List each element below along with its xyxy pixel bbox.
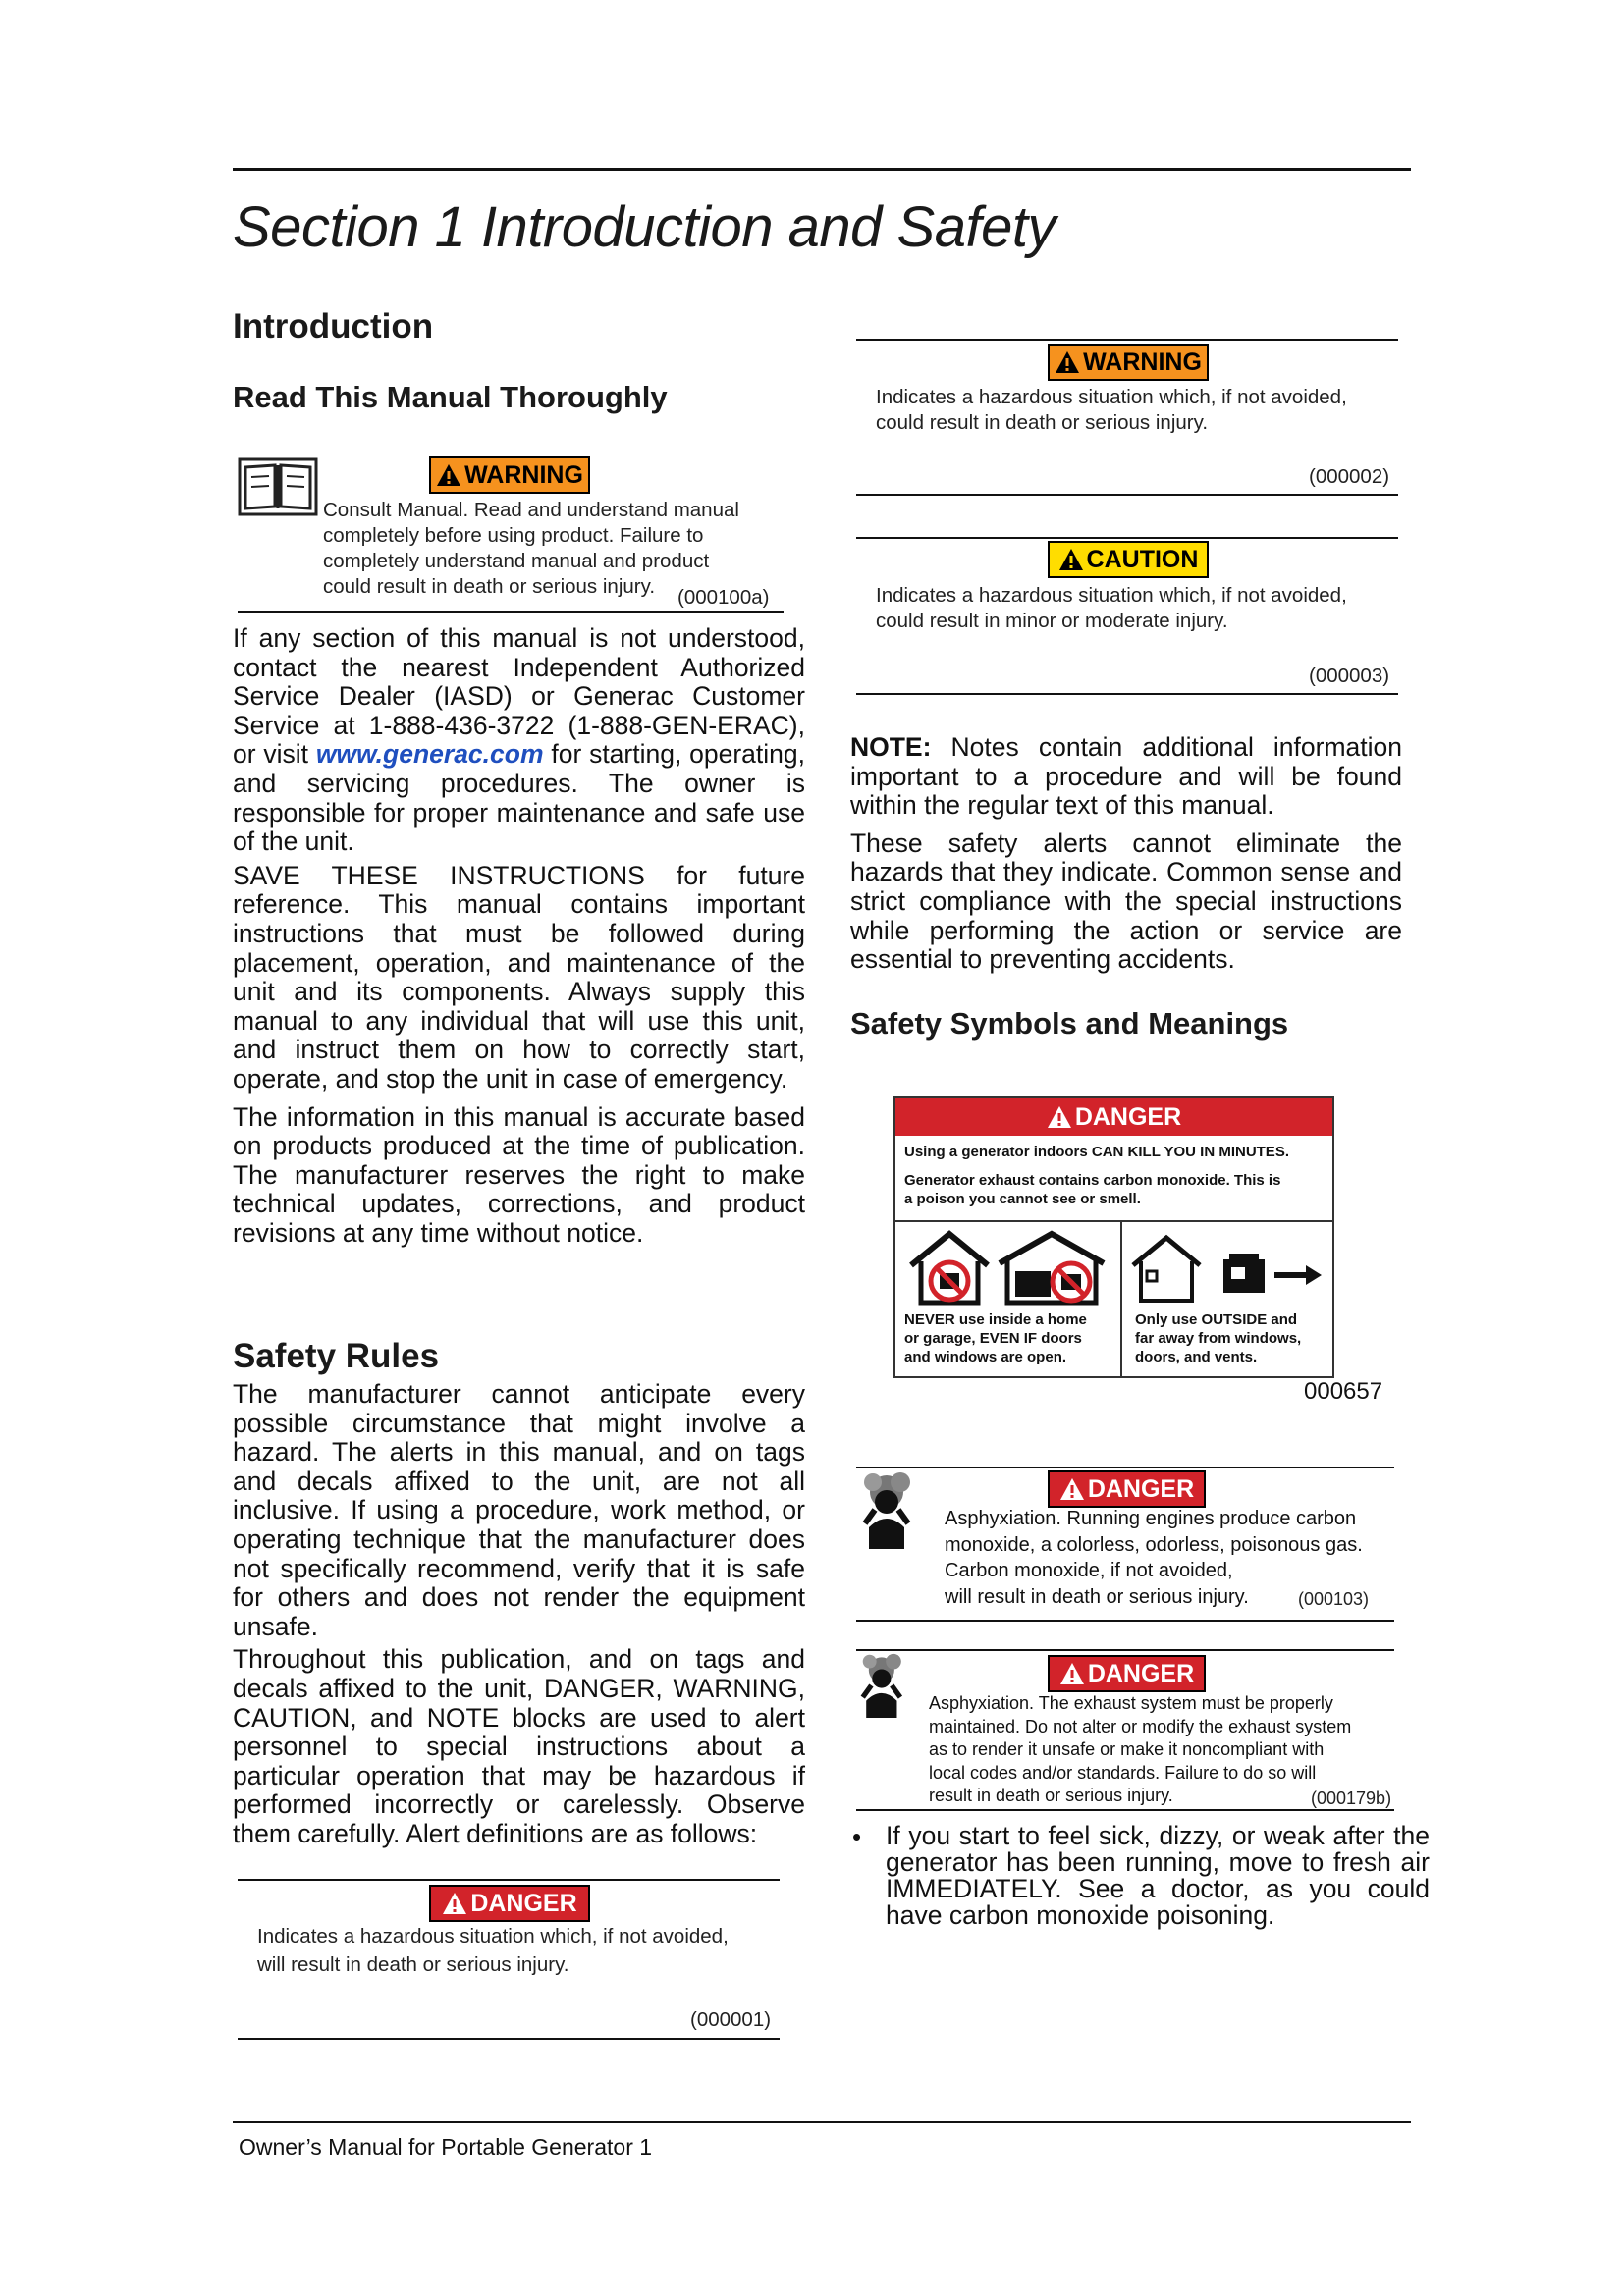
alert-triangle-icon	[1047, 1105, 1072, 1129]
co-danger-decal-code: 000657	[1304, 1378, 1383, 1405]
note-paragraph	[850, 733, 1402, 821]
safety-rules-para-2: Throughout this publication, and on tags and decals affixed to the unit, DANGER, WARNING, CAUTION, and NOTE blocks are used to alert personnel to special instructions about a particular operation that may be hazardous if performed incorrectly or carelessly. Observe them carefully. Alert definitions are as follows:	[233, 1644, 805, 1848]
intro-body	[233, 624, 805, 1256]
asphyx2-line: Asphyxiation. The exhaust system must be properly	[929, 1693, 1333, 1713]
co-danger-decal-header	[895, 1098, 1332, 1136]
alert-triangle-icon	[1058, 548, 1084, 571]
asphyx1-line: will result in death or serious injury.	[945, 1585, 1249, 1608]
bullet-dot: •	[852, 1822, 862, 1851]
caution-def-line: Indicates a hazardous situation which, if not avoided,	[876, 584, 1347, 607]
danger-def-line: will result in death or serious injury.	[257, 1953, 569, 1976]
safety-symbols-heading: Safety Symbols and Meanings	[850, 1006, 1289, 1041]
danger-def-code: (000001)	[690, 2008, 772, 2031]
warning-def-code: (000002)	[1309, 465, 1390, 488]
caution-def-code: (000003)	[1309, 665, 1390, 687]
footer-text: Owner’s Manual for Portable Generator 1	[239, 2134, 653, 2160]
danger-def-label-text: DANGER	[470, 1889, 577, 1917]
top-rule	[233, 168, 1411, 171]
asphyx2-line: local codes and/or standards. Failure to do so will	[929, 1762, 1317, 1783]
co-danger-decal-label: DANGER	[1074, 1102, 1182, 1131]
asphyx2-line: as to render it unsafe or make it noncompliant with	[929, 1739, 1325, 1759]
caution-def-text	[876, 583, 1406, 634]
asphyxiation-person-icon	[859, 1653, 928, 1718]
asphyx2-line: result in death or serious injury.	[929, 1786, 1173, 1805]
manual-warning-line: completely understand manual and product	[323, 550, 710, 572]
no-indoor-house-icon	[905, 1228, 994, 1307]
asphyx1-label-text: DANGER	[1087, 1474, 1195, 1503]
introduction-heading: Introduction	[233, 307, 434, 346]
footer-rule	[233, 2121, 1411, 2123]
asphyx1-label	[1048, 1470, 1206, 1508]
warning-def-label	[1048, 344, 1209, 381]
warning-def-line: could result in death or serious injury.	[876, 411, 1209, 434]
asphyx1-code: (000103)	[1298, 1589, 1370, 1609]
asphyx1-bottom-rule	[856, 1620, 1394, 1622]
manual-warning-line: Consult Manual. Read and understand manual	[323, 499, 739, 521]
manual-warning-label-text: WARNING	[464, 460, 583, 489]
intro-para-2: SAVE THESE INSTRUCTIONS for future reference. This manual contains important instructions that must be followed during placement, operation, and maintenance of the unit and its components. Always supply this manual to any individual that will use this unit, and instruct them on how to correctly start, operate, and stop the unit in case of emergency.	[233, 860, 805, 1094]
asphyx1-top-rule	[856, 1467, 1394, 1468]
alert-triangle-icon	[436, 463, 461, 487]
co-danger-line-2: Generator exhaust contains carbon monoxide. This is a poison you cannot see or smell.	[904, 1172, 1281, 1207]
danger-def-label	[429, 1885, 590, 1922]
note-label: NOTE:	[850, 732, 932, 762]
no-garage-icon	[994, 1228, 1110, 1307]
caution-def-line: could result in minor or moderate injury.	[876, 610, 1228, 632]
intro-para-3: The information in this manual is accurate based on products produced at the time of publication. The manufacturer reserves the right to make technical updates, corrections, and product revisions at any time without notice.	[233, 1101, 805, 1248]
manual-warning-rule	[238, 611, 784, 613]
caution-def-label	[1048, 541, 1209, 578]
safety-rules-body	[233, 1380, 805, 1858]
caution-def-top-rule	[856, 537, 1398, 539]
co-danger-decal	[893, 1096, 1334, 1378]
warning-def-top-rule	[856, 339, 1398, 341]
only-outside-text: Only use OUTSIDE and far away from windows, doors, and vents.	[1135, 1311, 1302, 1365]
alert-triangle-icon	[1055, 350, 1080, 374]
asphyx2-bottom-rule	[856, 1809, 1394, 1811]
bullet-text: If you start to feel sick, dizzy, or weak after the generator has been running, move to fresh air IMMEDIATELY. See a doctor, as you could have carbon monoxide poisoning.	[886, 1821, 1430, 1930]
danger-def-line: Indicates a hazardous situation which, if not avoided,	[257, 1925, 729, 1948]
manual-warning-line: could result in death or serious injury.	[323, 575, 656, 598]
danger-def-bottom-rule	[238, 2038, 780, 2040]
outside-only-icon	[1129, 1232, 1326, 1307]
alert-triangle-icon	[442, 1892, 467, 1915]
manual-warning-line: completely before using product. Failure to	[323, 524, 704, 547]
asphyx2-label-text: DANGER	[1087, 1659, 1195, 1687]
note-block	[850, 733, 1402, 984]
warning-def-label-text: WARNING	[1083, 347, 1202, 376]
asphyx2-code: (000179b)	[1311, 1789, 1392, 1808]
alert-triangle-icon	[1059, 1662, 1085, 1685]
asphyx1-line: Carbon monoxide, if not avoided,	[945, 1560, 1233, 1581]
section-title: Section 1 Introduction and Safety	[233, 195, 1056, 259]
asphyx1-line: monoxide, a colorless, odorless, poisonous gas.	[945, 1533, 1363, 1556]
never-inside-text: NEVER use inside a home or garage, EVEN IF doors and windows are open.	[904, 1311, 1087, 1365]
asphyx2-top-rule	[856, 1649, 1394, 1651]
alert-triangle-icon	[1059, 1477, 1085, 1501]
warning-def-bottom-rule	[856, 494, 1398, 496]
intro-para-1: If any section of this manual is not understood, contact the nearest Independent Authorized Service Dealer (IASD) or Generac Customer Service at 1-888-436-3722 (1-888-GEN-ERAC), or visit www.generac.com for starting, operating, and servicing procedures. The owner is responsible for proper maintenance and safe use of the unit.	[233, 623, 805, 857]
safety-rules-para-1: The manufacturer cannot anticipate every possible circumstance that might involve a hazard. The alerts in this manual, and on tags and decals affixed to the unit, are not all inclusive. If using a procedure, work method, or operating technique that the manufacturer does not specifically recommend, verify that it is safe for others and does not render the equipment unsafe.	[233, 1379, 805, 1641]
caution-def-bottom-rule	[856, 693, 1398, 695]
danger-def-text	[257, 1922, 787, 1979]
generac-link[interactable]: www.generac.com	[315, 739, 544, 770]
manual-warning-text	[323, 498, 785, 600]
read-manual-heading: Read This Manual Thoroughly	[233, 380, 668, 414]
asphyx2-label	[1048, 1655, 1206, 1692]
caution-def-label-text: CAUTION	[1086, 545, 1199, 573]
co-danger-divider-h	[895, 1220, 1332, 1222]
asphyx1-line: Asphyxiation. Running engines produce carbon	[945, 1508, 1357, 1529]
asphyx2-line: maintained. Do not alter or modify the exhaust system	[929, 1716, 1352, 1736]
safety-rules-heading: Safety Rules	[233, 1337, 440, 1375]
open-book-icon	[238, 457, 318, 516]
danger-def-top-rule	[238, 1879, 780, 1881]
asphyxiation-person-icon	[861, 1470, 940, 1549]
manual-warning-code: (000100a)	[677, 586, 770, 609]
warning-def-line: Indicates a hazardous situation which, if not avoided,	[876, 386, 1347, 408]
note-text: Notes contain additional information important to a procedure and will be found within the regular text of this manual.	[850, 732, 1402, 821]
co-danger-divider-v	[1120, 1222, 1122, 1376]
alerts-paragraph: These safety alerts cannot eliminate the hazards that they indicate. Common sense and strict compliance with the special instructions while performing the action or service are essential to preventing accidents.	[850, 828, 1402, 975]
co-danger-line-1: Using a generator indoors CAN KILL YOU IN MINUTES.	[904, 1144, 1289, 1160]
warning-def-text	[876, 385, 1406, 436]
manual-warning-label	[429, 456, 590, 494]
